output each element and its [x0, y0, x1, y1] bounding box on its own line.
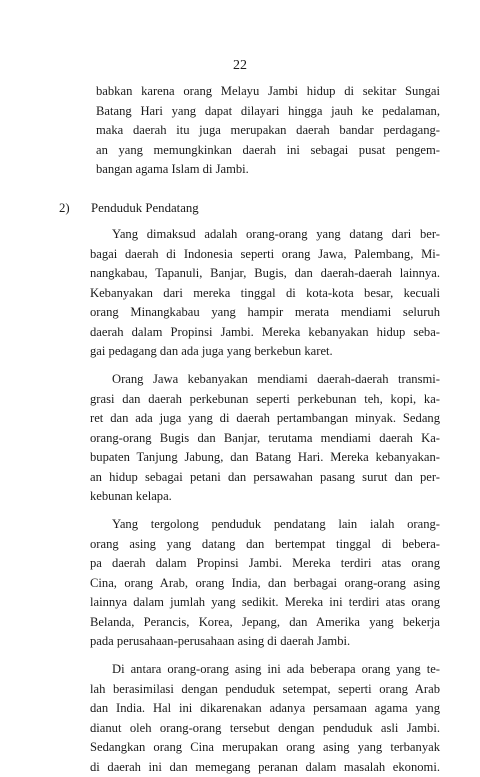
text-line: bangan agama Islam di Jambi. — [96, 160, 440, 180]
text-line: Belanda, Perancis, Korea, Jepang, dan Amerika yang bekerja — [90, 613, 440, 633]
text-line: ret dan ada juga yang di daerah pertambangan minyak. Sedang — [90, 409, 440, 429]
paragraph-3 — [90, 515, 440, 652]
text-line: maka daerah itu juga merupakan daerah bandar perdagang- — [96, 121, 440, 141]
text-line: Cina, orang Arab, orang India, dan berbagai orang-orang asing — [90, 574, 440, 594]
text-line: Yang tergolong penduduk pendatang lain ialah orang- — [90, 515, 440, 535]
page-number: 22 — [0, 58, 480, 74]
text-line: Sedangkan orang Cina merupakan orang asing yang terbanyak — [90, 738, 440, 758]
text-line: dan India. Hal ini dikarenakan adanya persamaan agama yang — [90, 699, 440, 719]
intro-paragraph — [96, 82, 440, 180]
text-line: bagai daerah di Indonesia seperti orang Jawa, Palembang, Mi- — [90, 245, 440, 265]
section-heading — [59, 199, 199, 219]
text-line: di daerah ini dan memegang peranan dalam masalah ekonomi. — [90, 758, 440, 777]
text-line: nangkabau, Tapanuli, Banjar, Bugis, dan daerah-daerah lainnya. — [90, 264, 440, 284]
text-line: Yang dimaksud adalah orang-orang yang datang dari ber- — [90, 225, 440, 245]
text-line: pa daerah dalam Propinsi Jambi. Mereka terdiri atas orang — [90, 554, 440, 574]
text-line: Kebanyakan dari mereka tinggal di kota-kota besar, kecuali — [90, 284, 440, 304]
text-line: an hidup sebagai petani dan persawahan pasang surut dan per- — [90, 468, 440, 488]
text-line: an yang memungkinkan daerah ini sebagai pusat pengem- — [96, 141, 440, 161]
text-line: daerah dalam Propinsi Jambi. Mereka kebanyakan hidup seba- — [90, 323, 440, 343]
section-number: 2) — [59, 199, 91, 219]
text-line: Batang Hari yang dapat dilayari hingga jauh ke pedalaman, — [96, 102, 440, 122]
text-line: dianut oleh orang-orang tersebut dengan penduduk asli Jambi. — [90, 719, 440, 739]
text-line: lainnya dalam jumlah yang sedikit. Mereka ini terdiri atas orang — [90, 593, 440, 613]
paragraph-4 — [90, 660, 440, 777]
text-line: gai pedagang dan ada juga yang berkebun karet. — [90, 342, 440, 362]
text-line: orang Minangkabau yang hampir merata mendiami seluruh — [90, 303, 440, 323]
paragraph-1 — [90, 225, 440, 362]
text-line: pada perusahaan-perusahaan asing di daerah Jambi. — [90, 632, 440, 652]
text-line: orang asing yang datang dan bertempat tinggal di bebera- — [90, 535, 440, 555]
text-line: Di antara orang-orang asing ini ada beberapa orang yang te- — [90, 660, 440, 680]
text-line: lah berasimilasi dengan penduduk setempat, seperti orang Arab — [90, 680, 440, 700]
text-line: grasi dan daerah perkebunan seperti perkebunan teh, kopi, ka- — [90, 390, 440, 410]
section-title: Penduduk Pendatang — [91, 201, 199, 215]
text-line: bupaten Tanjung Jabung, dan Batang Hari. Mereka kebanyakan- — [90, 448, 440, 468]
text-line: kebunan kelapa. — [90, 487, 440, 507]
text-line: orang-orang Bugis dan Banjar, terutama mendiami daerah Ka- — [90, 429, 440, 449]
text-line: babkan karena orang Melayu Jambi hidup di sekitar Sungai — [96, 82, 440, 102]
paragraph-2 — [90, 370, 440, 507]
text-line: Orang Jawa kebanyakan mendiami daerah-daerah transmi- — [90, 370, 440, 390]
